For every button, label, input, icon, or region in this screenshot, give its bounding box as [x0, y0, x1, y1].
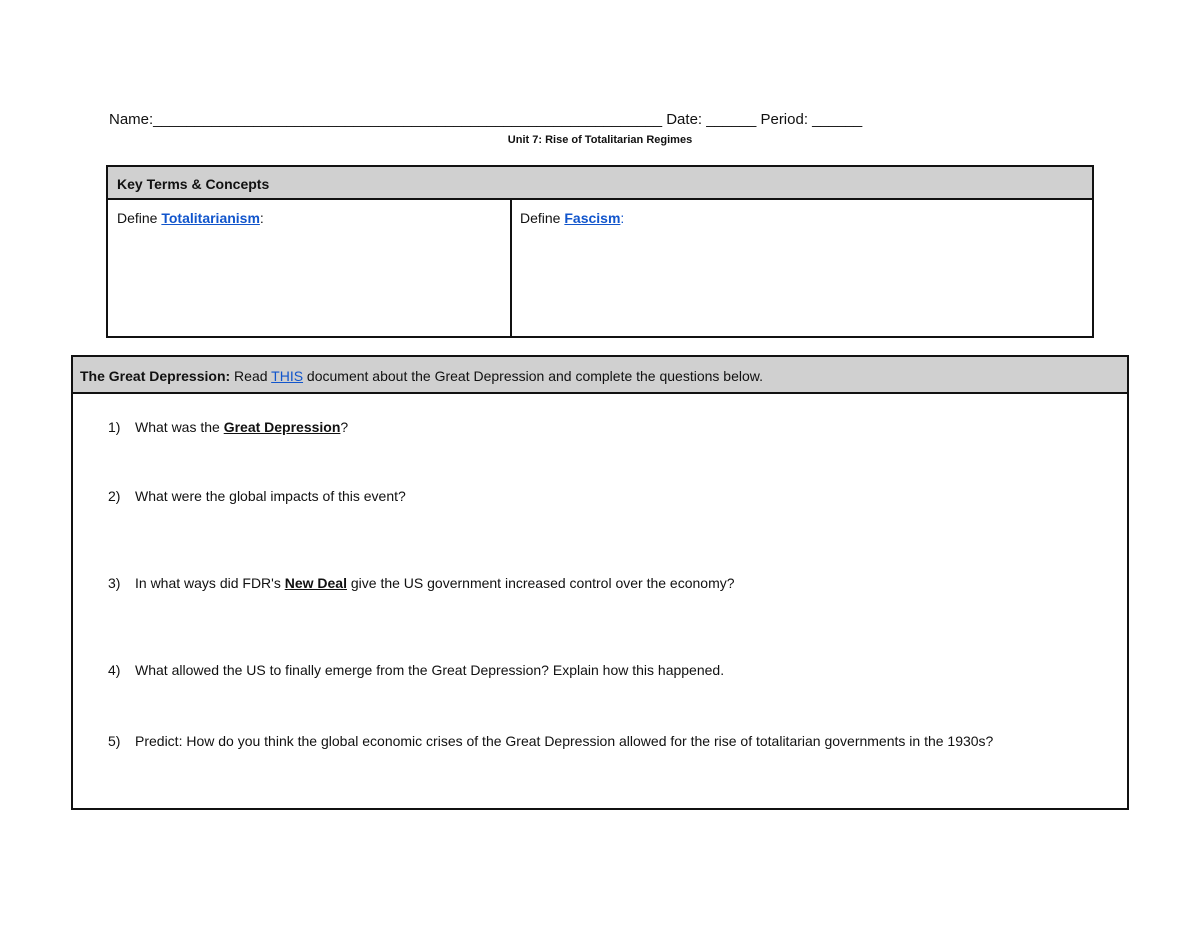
question-key-term: New Deal	[284, 575, 347, 591]
heading-read: Read	[230, 368, 272, 384]
question-number: 5)	[108, 733, 121, 749]
question-5	[108, 733, 993, 749]
question-number: 3)	[108, 575, 121, 591]
question-text-end: give the US government increased control over the economy?	[346, 575, 735, 591]
question-4	[108, 662, 724, 678]
question-key-term: Great Depression	[223, 419, 341, 435]
define-colon: :	[259, 210, 264, 226]
question-number: 4)	[108, 662, 121, 678]
this-document-link[interactable]: THIS	[271, 368, 304, 384]
question-number: 2)	[108, 488, 121, 504]
name-date-period-line: Name:_____________________________________________________________ Date: ______ Period: ______	[109, 111, 863, 128]
question-3	[108, 575, 735, 591]
define-totalitarianism-cell[interactable]	[108, 200, 512, 336]
question-number: 1)	[108, 419, 121, 435]
key-terms-table	[106, 165, 1094, 338]
question-text-end: ?	[340, 419, 349, 435]
define-fascism-cell[interactable]	[512, 200, 1092, 336]
great-depression-table	[71, 355, 1129, 810]
question-text: Predict: How do you think the global economic crises of the Great Depression allowed for the rise of totalitarian governments in the 1930s?	[135, 733, 994, 749]
great-depression-heading	[73, 357, 1127, 394]
heading-instructions: document about the Great Depression and complete the questions below.	[303, 368, 764, 384]
great-depression-title: The Great Depression:	[80, 368, 231, 384]
question-text: What allowed the US to finally emerge from the Great Depression? Explain how this happened.	[135, 662, 725, 678]
question-2	[108, 488, 406, 504]
totalitarianism-link[interactable]: Totalitarianism	[161, 210, 260, 226]
question-text: What were the global impacts of this event?	[135, 488, 406, 504]
define-prefix: Define	[117, 210, 162, 226]
question-text: In what ways did FDR's	[135, 575, 285, 591]
question-1	[108, 419, 348, 435]
unit-subtitle: Unit 7: Rise of Totalitarian Regimes	[507, 134, 693, 146]
question-text: What was the	[135, 419, 224, 435]
define-prefix: Define	[520, 210, 565, 226]
define-colon: :	[620, 210, 625, 226]
fascism-link[interactable]: Fascism	[564, 210, 621, 226]
key-terms-heading: Key Terms & Concepts	[108, 167, 1092, 200]
